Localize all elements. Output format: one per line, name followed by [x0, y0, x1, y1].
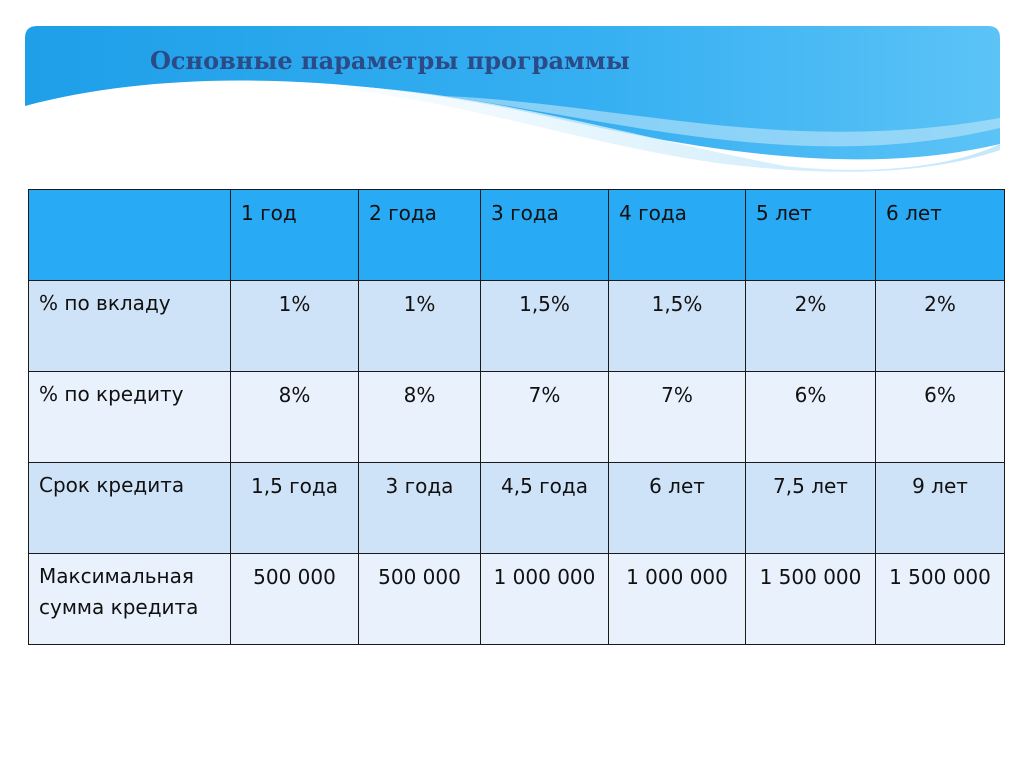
table-cell: 7,5 лет: [746, 463, 876, 554]
table-cell: 1 000 000: [609, 554, 746, 645]
table-cell: 8%: [359, 372, 481, 463]
table-header-cell: 6 лет: [876, 190, 1005, 281]
table-cell: 3 года: [359, 463, 481, 554]
table-header-row: [29, 190, 1005, 281]
table-cell: 7%: [481, 372, 609, 463]
table-cell: 2%: [876, 281, 1005, 372]
table-row: [29, 554, 1005, 645]
table-cell: 9 лет: [876, 463, 1005, 554]
row-label-text: Срок кредита: [39, 473, 185, 497]
table-cell: 6 лет: [609, 463, 746, 554]
table-cell: 2%: [746, 281, 876, 372]
table-header-cell: 5 лет: [746, 190, 876, 281]
table-cell: 1 500 000: [876, 554, 1005, 645]
row-label: [29, 463, 231, 554]
table-cell: 1,5%: [609, 281, 746, 372]
table-cell: 6%: [746, 372, 876, 463]
table-cell: 7%: [609, 372, 746, 463]
table-cell: 1%: [359, 281, 481, 372]
row-label: [29, 554, 231, 645]
row-label-text: Максимальная сумма кредита: [39, 564, 199, 619]
table-header-cell: [29, 190, 231, 281]
table-header-cell: 3 года: [481, 190, 609, 281]
table-cell: 8%: [231, 372, 359, 463]
table-cell: 1%: [231, 281, 359, 372]
slide-title: Основные параметры программы: [150, 46, 630, 75]
parameters-table: [28, 189, 1005, 645]
table-cell: 1,5%: [481, 281, 609, 372]
table-cell: 1 500 000: [746, 554, 876, 645]
table-header-cell: 2 года: [359, 190, 481, 281]
table-cell: 1 000 000: [481, 554, 609, 645]
row-label: [29, 281, 231, 372]
table-header-cell: 1 год: [231, 190, 359, 281]
table-cell: 500 000: [359, 554, 481, 645]
table-cell: 6%: [876, 372, 1005, 463]
table-row: [29, 281, 1005, 372]
table-cell: 1,5 года: [231, 463, 359, 554]
table-header-cell: 4 года: [609, 190, 746, 281]
row-label-text: % по кредиту: [39, 382, 184, 406]
table-cell: 4,5 года: [481, 463, 609, 554]
table-row: [29, 463, 1005, 554]
row-label: [29, 372, 231, 463]
table-row: [29, 372, 1005, 463]
row-label-text: % по вкладу: [39, 291, 171, 315]
table-cell: 500 000: [231, 554, 359, 645]
